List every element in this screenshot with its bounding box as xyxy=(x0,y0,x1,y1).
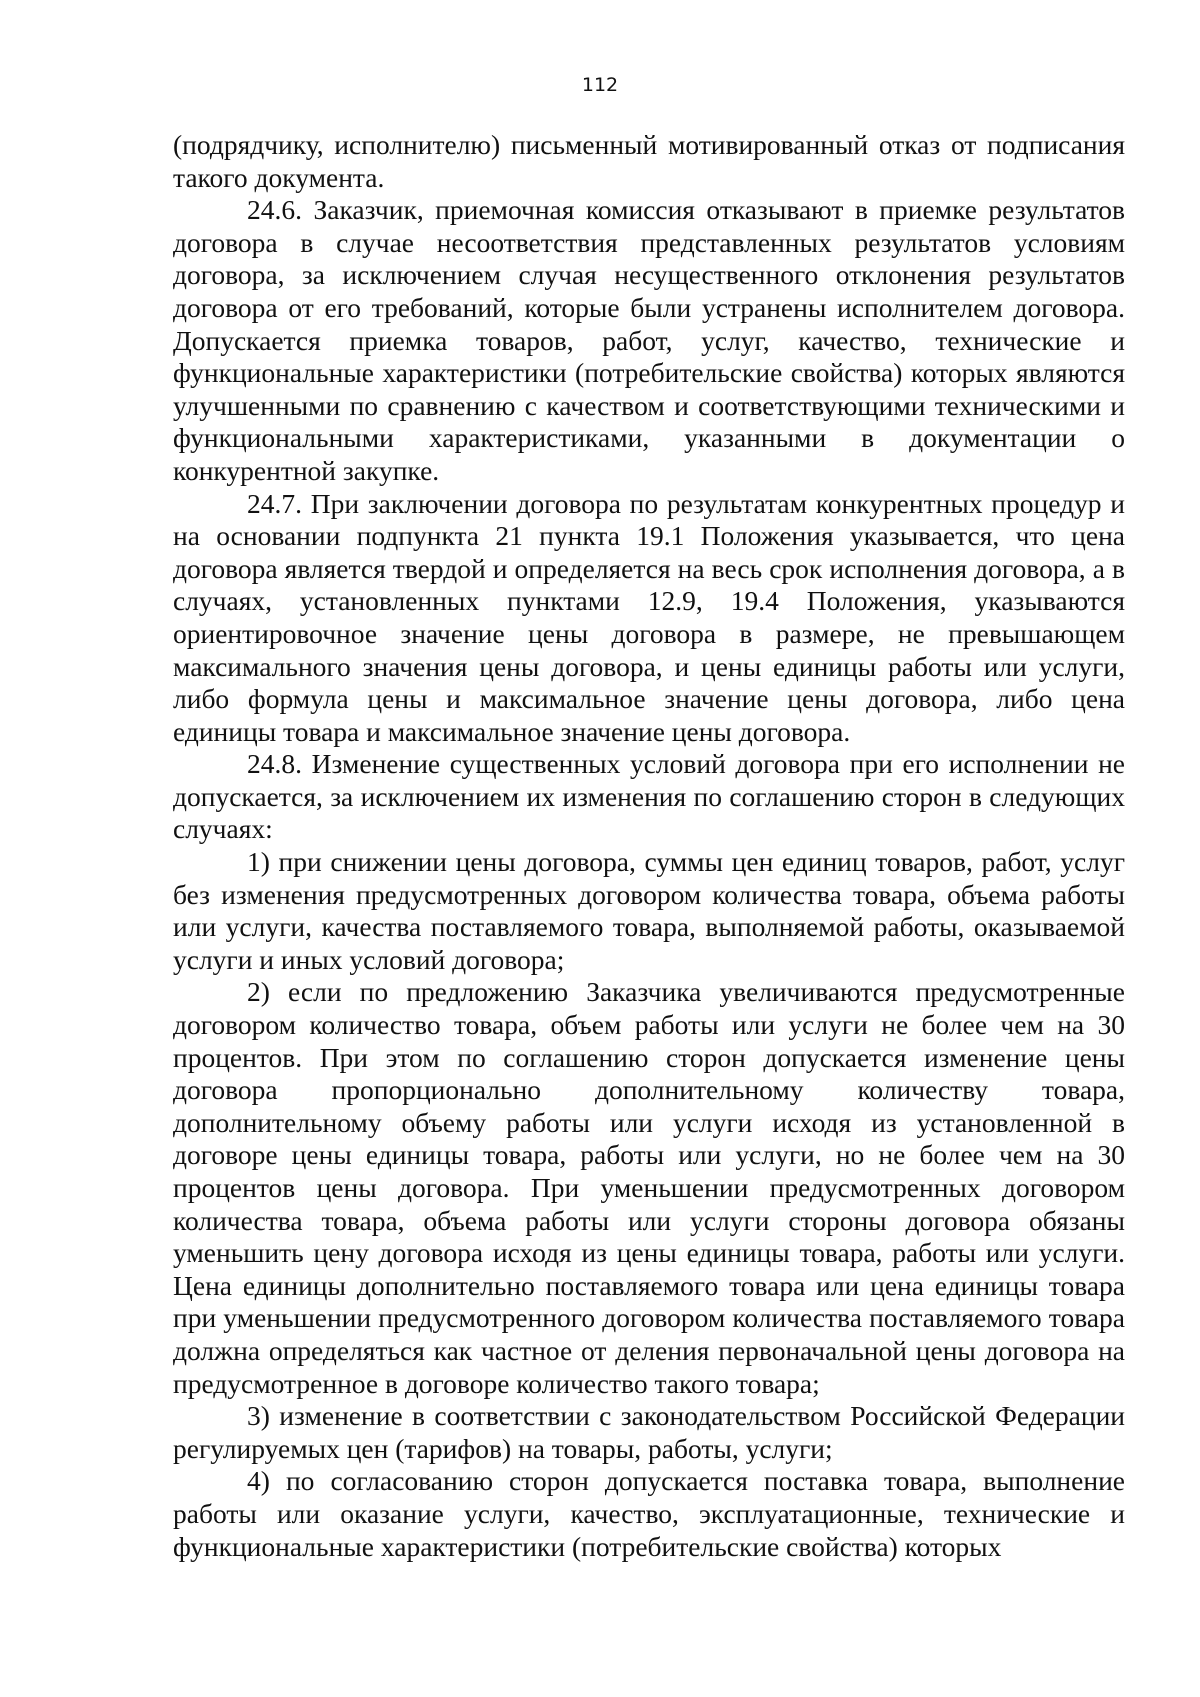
page-number: 112 xyxy=(581,74,619,96)
list-item-3: 3) изменение в соответствии с законодательством Российской Федерации регулируемых цен (тарифов) на товары, работы, услуги; xyxy=(173,1400,1125,1464)
paragraph-24-7: 24.7. При заключении договора по результатам конкурентных процедур и на основании подпункта 21 пункта 19.1 Положения указывается, что цена договора является твердой и определяется на весь срок исполнения договора, а в случаях, установленных пунктами 12.9, 19.4 Положения, указываются ориентировочное значение цены договора в размере, не превышающем максимального значения цены договора, и цены единицы работы или услуги, либо формула цены и максимальное значение цены договора, либо цена единицы товара и максимальное значение цены договора. xyxy=(173,487,1125,747)
body-text xyxy=(173,129,1125,1563)
paragraph-24-8: 24.8. Изменение существенных условий договора при его исполнении не допускается, за исключением их изменения по соглашению сторон в следующих случаях: xyxy=(173,748,1125,845)
paragraph-continuation: (подрядчику, исполнителю) письменный мотивированный отказ от подписания такого документа. xyxy=(173,129,1125,193)
list-item-2: 2) если по предложению Заказчика увеличиваются предусмотренные договором количество товара, объем работы или услуги не более чем на 30 процентов. При этом по соглашению сторон допускается изменение цены договора пропорционально дополнительному количеству товара, дополнительному объему работы или услуги исходя из установленной в договоре цены единицы товара, работы или услуги, но не более чем на 30 процентов цены договора. При уменьшении предусмотренных договором количества товара, объема работы или услуги стороны договора обязаны уменьшить цену договора исходя из цены единицы товара, работы или услуги. Цена единицы дополнительно поставляемого товара или цена единицы товара при уменьшении предусмотренного договором количества поставляемого товара должна определяться как частное от деления первоначальной цены договора на предусмотренное в договоре количество такого товара; xyxy=(173,976,1125,1399)
list-item-1: 1) при снижении цены договора, суммы цен единиц товаров, работ, услуг без изменения предусмотренных договором количества товара, объема работы или услуги, качества поставляемого товара, выполняемой работы, оказываемой услуги и иных условий договора; xyxy=(173,846,1125,975)
paragraph-24-6: 24.6. Заказчик, приемочная комиссия отказывают в приемке результатов договора в случае несоответствия представленных результатов условиям договора, за исключением случая несущественного отклонения результатов договора от его требований, которые были устранены исполнителем договора. Допускается приемка товаров, работ, услуг, качество, технические и функциональные характеристики (потребительские свойства) которых являются улучшенными по сравнению с качеством и соответствующими техническими и функциональными характеристиками, указанными в документации о конкурентной закупке. xyxy=(173,194,1125,486)
list-item-4: 4) по согласованию сторон допускается поставка товара, выполнение работы или оказание услуги, качество, эксплуатационные, технические и функциональные характеристики (потребительские свойства) которых xyxy=(173,1465,1125,1562)
